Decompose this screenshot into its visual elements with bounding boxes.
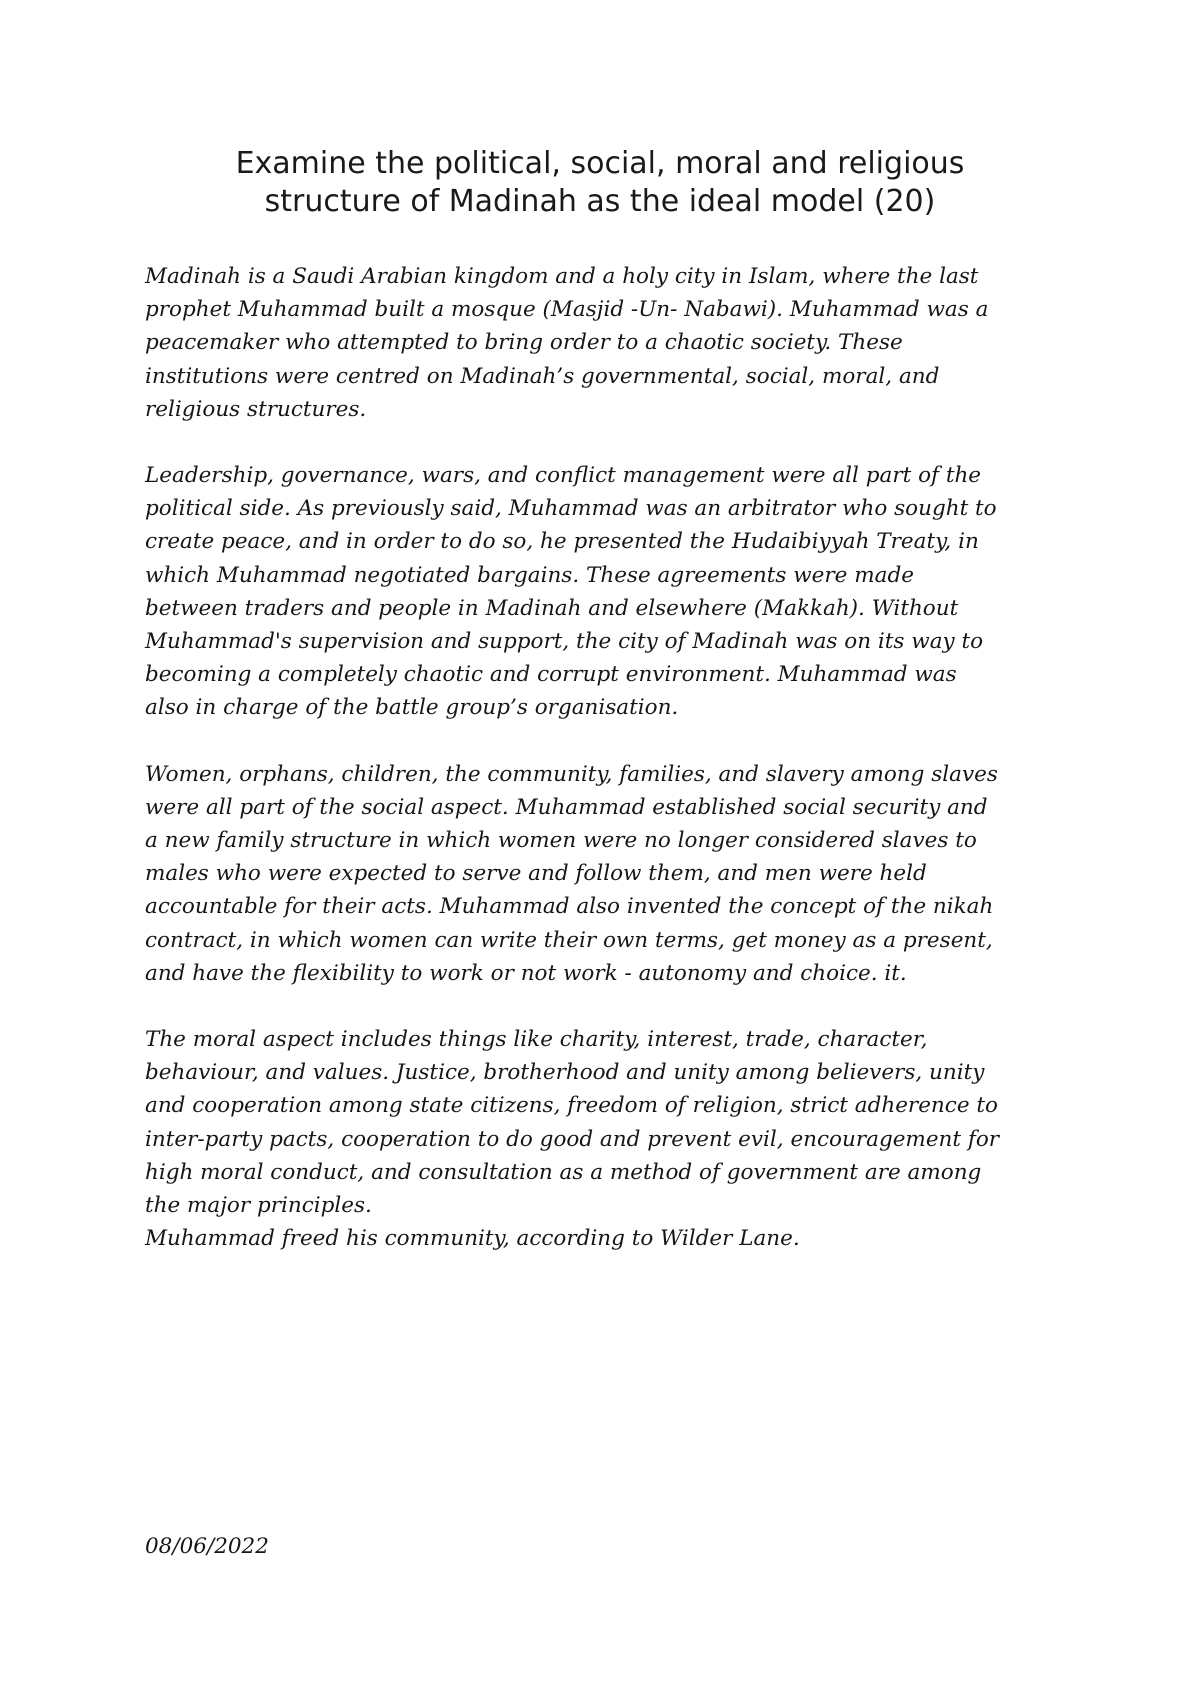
text-line: contract, in which women can write their own terms, get money as a present, bbox=[145, 927, 993, 953]
text-line: Leadership, governance, wars, and conflict management were all part of the bbox=[145, 463, 982, 489]
text-line: males who were expected to serve and follow them, and men were held bbox=[145, 861, 927, 887]
paragraph-conclusion bbox=[145, 1222, 1085, 1255]
text-line: the major principles. bbox=[145, 1193, 372, 1219]
text-line: high moral conduct, and consultation as a method of government are among bbox=[145, 1159, 982, 1185]
document-date: 08/06/2022 bbox=[145, 1534, 269, 1559]
document-body bbox=[145, 260, 1085, 1255]
paragraph-moral bbox=[145, 1023, 1085, 1222]
text-line: Muhammad's supervision and support, the city of Madinah was on its way to bbox=[145, 629, 984, 655]
text-line: institutions were centred on Madinah’s governmental, social, moral, and bbox=[145, 363, 940, 389]
text-line: peacemaker who attempted to bring order to a chaotic society. These bbox=[145, 330, 903, 356]
text-line: behaviour, and values. Justice, brotherhood and unity among believers, unity bbox=[145, 1060, 985, 1086]
text-line: between traders and people in Madinah and elsewhere (Makkah). Without bbox=[145, 595, 959, 621]
text-line: Women, orphans, children, the community, families, and slavery among slaves bbox=[145, 761, 998, 787]
text-line: a new family structure in which women were no longer considered slaves to bbox=[145, 828, 977, 854]
text-line: The moral aspect includes things like charity, interest, trade, character, bbox=[145, 1027, 928, 1053]
text-line: and have the flexibility to work or not work - autonomy and choice. it. bbox=[145, 960, 907, 986]
text-line: Muhammad freed his community, according to Wilder Lane. bbox=[145, 1226, 800, 1252]
text-line: and cooperation among state citizens, freedom of religion, strict adherence to bbox=[145, 1093, 998, 1119]
text-line: prophet Muhammad built a mosque (Masjid -Un- Nabawi). Muhammad was a bbox=[145, 297, 989, 323]
paragraph-political bbox=[145, 459, 1085, 725]
paragraph-social bbox=[145, 758, 1085, 990]
text-line: becoming a completely chaotic and corrupt environment. Muhammad was bbox=[145, 662, 957, 688]
text-line: also in charge of the battle group’s organisation. bbox=[145, 695, 679, 721]
text-line: Madinah is a Saudi Arabian kingdom and a holy city in Islam, where the last bbox=[145, 264, 979, 289]
text-line: which Muhammad negotiated bargains. These agreements were made bbox=[145, 562, 914, 588]
paragraph-intro bbox=[145, 260, 1085, 426]
text-line: were all part of the social aspect. Muhammad established social security and bbox=[145, 794, 988, 820]
text-line: religious structures. bbox=[145, 396, 367, 422]
title-line: Examine the political, social, moral and religious bbox=[235, 146, 965, 181]
text-line: political side. As previously said, Muhammad was an arbitrator who sought to bbox=[145, 496, 997, 522]
text-line: accountable for their acts. Muhammad also invented the concept of the nikah bbox=[145, 894, 994, 920]
text-line: create peace, and in order to do so, he presented the Hudaibiyyah Treaty, in bbox=[145, 529, 979, 555]
document-title bbox=[100, 145, 1100, 221]
text-line: inter-party pacts, cooperation to do good and prevent evil, encouragement for bbox=[145, 1126, 1000, 1152]
title-line: structure of Madinah as the ideal model (20) bbox=[264, 184, 936, 219]
